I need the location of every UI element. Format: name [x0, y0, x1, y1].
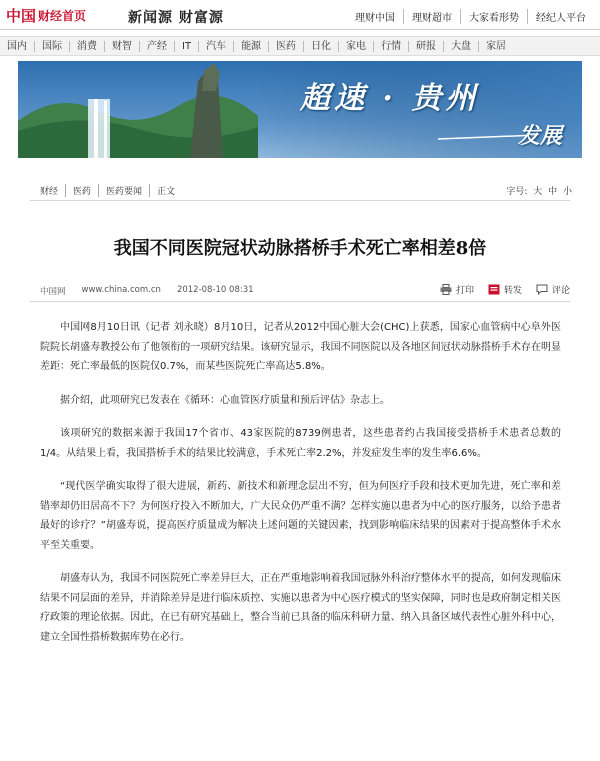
- article-paragraph: 胡盛寿认为，我国不同医院死亡率差异巨大，正在严重地影响着我国冠脉外科治疗整体水平的提高，如何发现临床结果不同层面的差异，并消除差异是进行临床质控、实施以患者为中心医疗模式的坚实保障，同时也是政府制定相关医疗政策的理论依据。因此，在已有研究基础上，整合当前已具备的临床科研力量、纳入具备区域代表性心脏外科中心，建立全国性搭桥数据库势在必行。: [40, 573, 561, 643]
- comment-button[interactable]: [536, 283, 570, 296]
- nav-item[interactable]: 日化: [304, 41, 339, 52]
- logo-text: 财经首页: [38, 8, 87, 23]
- logo-mark: 中国: [6, 6, 37, 25]
- brand-title: 新闻源 财富源: [128, 10, 224, 26]
- print-button[interactable]: [440, 283, 474, 296]
- top-link-xingshi[interactable]: 大家看形势: [460, 9, 527, 24]
- font-size-control[interactable]: 字号: 大 中 小: [506, 187, 572, 197]
- print-label: 打印: [455, 286, 474, 296]
- article-datetime: 2012-08-10 08:31: [176, 285, 254, 295]
- article-paragraph: 该项研究的数据来源于我国17个省市、43家医院的8739例患者，这些患者约占我国接受搭桥手术患者总数的1/4。从结果上看，我国搭桥手术的结果比较满意，手术死亡率2.2%，并发症发生率的发生率6.6%。: [40, 428, 561, 459]
- breadcrumb-item[interactable]: 医药: [65, 184, 98, 197]
- banner-title: 超速 · 贵州: [300, 81, 480, 116]
- article-title: 我国不同医院冠状动脉搭桥手术死亡率相差8倍: [113, 238, 487, 259]
- site-logo[interactable]: [6, 6, 86, 24]
- comment-icon: [536, 284, 548, 295]
- breadcrumb-item[interactable]: 财经: [40, 187, 59, 197]
- breadcrumb-item: 正文: [149, 184, 182, 197]
- channel-nav: [0, 36, 600, 56]
- article-paragraph: “现代医学确实取得了很大进展，新药、新技术和新理念层出不穷，但为何医疗手段和技术更加先进，死亡率和差错率却仍旧居高不下？为何医疗投入不断加大，广大民众仍严重不满？怎样实施以患者为中心的医疗服务，以给予患者最好的诊疗？”胡盛寿说，提高医疗质量成为解决上述问题的关键因素，找到影响临床结果的因素对于提高整体手术水平至关重要。: [40, 481, 561, 551]
- top-links: [347, 9, 594, 24]
- nav-item[interactable]: 国际: [35, 41, 70, 52]
- comment-label: 评论: [551, 286, 570, 296]
- article-paragraph: 中国网8月10日讯（记者 刘永晓）8月10日，记者从2012中国心脏大会(CHC)上获悉，国家心血管病中心阜外医院院长胡盛寿教授公布了他领衔的一项研究结果。该研究显示，我国不同医院以及各地区间冠状动脉搭桥手术存在明显差距：死亡率最低的医院仅0.7%，而某些医院死亡率高达5.8%。: [40, 322, 561, 372]
- nav-item[interactable]: 研报: [409, 41, 444, 52]
- article-body: [40, 318, 561, 661]
- forward-label: 转发: [503, 286, 522, 296]
- forward-icon: [488, 284, 500, 295]
- nav-item[interactable]: 大盘: [444, 41, 479, 52]
- article-actions: [426, 283, 570, 296]
- nav-item[interactable]: 财智: [105, 41, 140, 52]
- article-paragraph: 据介绍，此项研究已发表在《循环：心血管医疗质量和预后评估》杂志上。: [60, 394, 390, 406]
- breadcrumb-item[interactable]: 医药要闻: [98, 184, 149, 197]
- nav-item[interactable]: 国内: [0, 41, 35, 52]
- nav-item[interactable]: 行情: [374, 41, 409, 52]
- nav-item[interactable]: 能源: [234, 41, 269, 52]
- article-meta: [40, 285, 270, 297]
- article-source[interactable]: 中国网: [40, 287, 66, 297]
- nav-item[interactable]: IT: [175, 41, 199, 52]
- banner-subtitle: 发展: [518, 123, 563, 149]
- printer-icon: [440, 284, 452, 295]
- nav-item[interactable]: 产经: [140, 41, 175, 52]
- top-bar: [0, 0, 600, 30]
- article-site[interactable]: www.china.com.cn: [81, 285, 161, 295]
- divider: [30, 301, 570, 302]
- guizhou-ad-banner[interactable]: [18, 61, 582, 158]
- divider: [30, 200, 570, 201]
- nav-item[interactable]: 家电: [339, 41, 374, 52]
- top-link-chaoshi[interactable]: 理财超市: [403, 9, 460, 24]
- breadcrumb: [40, 184, 182, 197]
- nav-item[interactable]: 医药: [269, 41, 304, 52]
- top-link-licai[interactable]: 理财中国: [355, 13, 395, 24]
- forward-button[interactable]: [488, 283, 522, 296]
- nav-item[interactable]: 汽车: [199, 41, 234, 52]
- top-link-jingjiren[interactable]: 经纪人平台: [527, 9, 594, 24]
- nav-item[interactable]: 家居: [486, 40, 507, 52]
- nav-item[interactable]: 消费: [70, 41, 105, 52]
